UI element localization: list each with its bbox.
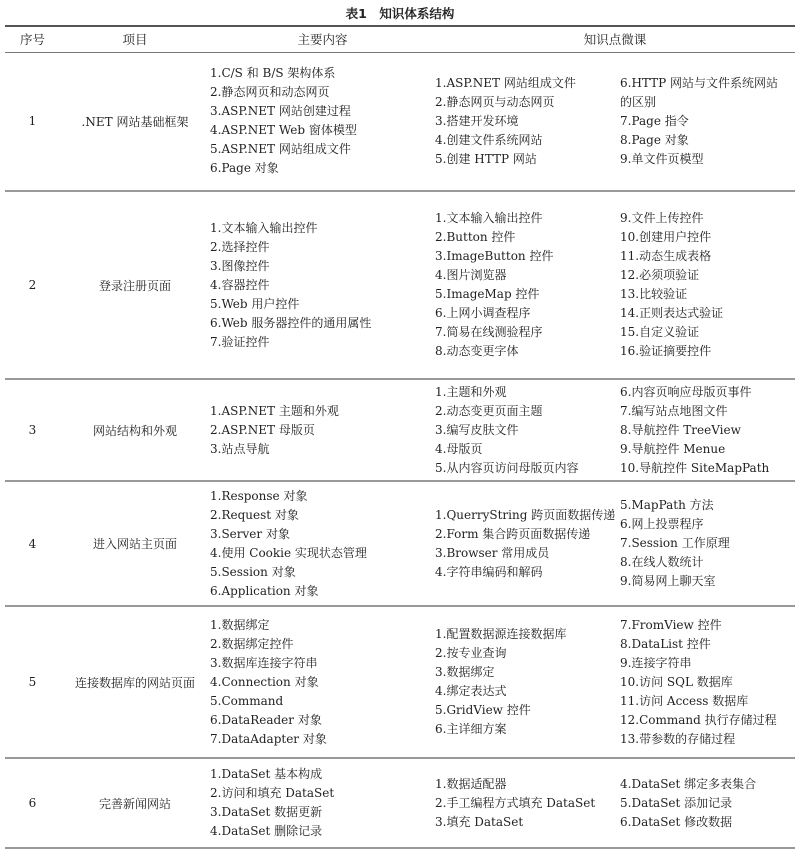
micro-lessons-list-a — [435, 52, 620, 191]
table-header-row — [5, 26, 795, 52]
list-item: 4.母版页 — [435, 441, 483, 456]
list-item: 2.选择控件 — [210, 239, 270, 254]
list-item: 8.导航控件 TreeView — [620, 422, 741, 437]
micro-lessons-list-a — [435, 758, 620, 848]
micro-lessons-list-a — [435, 606, 620, 758]
list-item: 2.Button 控件 — [435, 230, 516, 244]
main-content-list — [210, 481, 435, 606]
row-seq: 5 — [5, 606, 60, 758]
list-item: 8.Page 对象 — [620, 132, 689, 147]
list-item: 4.图片浏览器 — [435, 268, 507, 282]
list-item: 2.按专业查询 — [435, 646, 507, 660]
list-item: 4.DataSet 删除记录 — [210, 824, 323, 838]
list-item: 1.数据适配器 — [435, 776, 507, 791]
row-item: 网站结构和外观 — [60, 379, 210, 481]
list-item: 1.ASP.NET 主题和外观 — [210, 403, 339, 418]
micro-lessons-list-b — [620, 379, 795, 481]
list-item: 3.ImageButton 控件 — [435, 249, 554, 263]
list-item: 6.内容页响应母版页事件 — [620, 384, 752, 399]
table-row — [5, 606, 795, 758]
list-item: 13.带参数的存储过程 — [620, 731, 736, 746]
list-item: 6.HTTP 网站与文件系统网站 — [620, 75, 779, 90]
list-item: 4.创建文件系统网站 — [435, 132, 543, 147]
list-item: 8.在线人数统计 — [620, 555, 704, 569]
table-row — [5, 379, 795, 481]
row-seq: 2 — [5, 191, 60, 379]
list-item: 5.ASP.NET 网站组成文件 — [210, 142, 351, 157]
list-item: 10.导航控件 SiteMapPath — [620, 460, 770, 475]
table-row — [5, 52, 795, 191]
micro-lessons-list-b — [620, 52, 795, 191]
list-item: 7.Session 工作原理 — [620, 536, 730, 550]
list-item: 2.静态网页和动态网页 — [210, 85, 330, 100]
knowledge-structure-table — [5, 25, 795, 849]
list-item: 7.编写站点地图文件 — [620, 403, 728, 418]
list-item: 3.站点导航 — [210, 441, 270, 456]
list-item: 4.容器控件 — [210, 277, 270, 292]
list-item: 7.FromView 控件 — [620, 617, 722, 632]
list-item: 9.导航控件 Menue — [620, 441, 726, 456]
list-item: 4.Connection 对象 — [210, 674, 319, 689]
list-item: 10.创建用户控件 — [620, 230, 712, 244]
list-item: 2.Request 对象 — [210, 507, 299, 522]
table-row — [5, 758, 795, 848]
table-caption: 表1 知识体系结构 — [345, 6, 455, 21]
main-content-list — [210, 379, 435, 481]
list-item: 7.DataAdapter 对象 — [210, 731, 327, 746]
list-item: 6.DataReader 对象 — [210, 712, 322, 727]
list-item: 1.ASP.NET 网站组成文件 — [435, 75, 576, 90]
list-item: 8.DataList 控件 — [620, 636, 711, 651]
list-item: 1.Response 对象 — [210, 488, 308, 503]
list-item: 6.主详细方案 — [435, 722, 507, 736]
list-item: 13.比较验证 — [620, 287, 688, 301]
list-item: 14.正则表达式验证 — [620, 306, 724, 320]
row-seq: 1 — [5, 52, 60, 191]
list-item: 11.动态生成表格 — [620, 249, 712, 263]
row-item: 登录注册页面 — [60, 191, 210, 379]
list-item: 5.DataSet 添加记录 — [620, 795, 733, 810]
list-item: 5.Web 用户控件 — [210, 296, 300, 311]
list-item: 8.动态变更字体 — [435, 344, 519, 358]
list-item: 11.访问 Access 数据库 — [620, 693, 749, 708]
row-seq: 3 — [5, 379, 60, 481]
list-item: 4.绑定表达式 — [435, 684, 507, 698]
micro-lessons-list-b — [620, 481, 795, 606]
row-item: 进入网站主页面 — [60, 481, 210, 606]
list-item: 5.ImageMap 控件 — [435, 287, 540, 301]
list-item: 1.文本输入输出控件 — [210, 220, 318, 235]
main-content-list — [210, 758, 435, 848]
micro-lessons-list-a — [435, 191, 620, 379]
list-item: 15.自定义验证 — [620, 325, 700, 339]
list-item: 6.Application 对象 — [210, 583, 319, 598]
list-item: 2.静态网页与动态网页 — [435, 94, 555, 109]
list-item: 2.ASP.NET 母版页 — [210, 422, 315, 437]
list-item: 4.使用 Cookie 实现状态管理 — [210, 545, 367, 560]
list-item: 2.数据绑定控件 — [210, 636, 294, 651]
micro-lessons-list-b — [620, 758, 795, 848]
list-item: 9.连接字符串 — [620, 655, 692, 670]
header-micro-lessons: 知识点微课 — [435, 26, 795, 52]
list-item: 5.Command — [210, 693, 284, 708]
list-item: 1.数据绑定 — [210, 617, 270, 632]
list-item: 5.Session 对象 — [210, 564, 296, 579]
list-item: 3.图像控件 — [210, 258, 270, 273]
list-item: 1.DataSet 基本构成 — [210, 767, 323, 781]
list-item: 4.字符串编码和解码 — [435, 564, 543, 579]
micro-lessons-list-a — [435, 481, 620, 606]
list-item: 7.Page 指令 — [620, 113, 689, 128]
row-seq: 6 — [5, 758, 60, 848]
list-item: 1.文本输入输出控件 — [435, 211, 543, 225]
main-content-list — [210, 191, 435, 379]
list-item: 1.QuerryString 跨页面数据传递 — [435, 507, 616, 522]
list-item: 6.DataSet 修改数据 — [620, 814, 733, 829]
row-item: 连接数据库的网站页面 — [60, 606, 210, 758]
list-item: 6.网上投票程序 — [620, 517, 704, 531]
list-item: 2.手工编程方式填充 DataSet — [435, 795, 596, 810]
list-item: 7.验证控件 — [210, 334, 270, 349]
list-item: 3.填充 DataSet — [435, 814, 524, 829]
list-item: 1.主题和外观 — [435, 384, 507, 399]
row-seq: 4 — [5, 481, 60, 606]
list-item: 3.DataSet 数据更新 — [210, 805, 323, 819]
list-item: 9.文件上传控件 — [620, 211, 704, 225]
list-item: 2.动态变更页面主题 — [435, 403, 543, 418]
header-seq: 序号 — [5, 26, 60, 52]
list-item: 3.数据绑定 — [435, 665, 495, 679]
list-item: 4.DataSet 绑定多表集合 — [620, 776, 757, 791]
list-item: 9.简易网上聊天室 — [620, 574, 716, 588]
list-item: 1.C/S 和 B/S 架构体系 — [210, 66, 336, 81]
list-item: 6.上网小调查程序 — [435, 306, 531, 320]
list-item: 7.简易在线测验程序 — [435, 325, 543, 339]
list-item: 5.从内容页访问母版页内容 — [435, 460, 579, 475]
table-row — [5, 191, 795, 379]
list-item: 3.编写皮肤文件 — [435, 422, 519, 437]
list-item: 3.Browser 常用成员 — [435, 545, 550, 560]
micro-lessons-list-a — [435, 379, 620, 481]
list-item: 3.搭建开发环境 — [435, 113, 519, 128]
list-item: 5.GridView 控件 — [435, 703, 531, 717]
list-item: 5.创建 HTTP 网站 — [435, 151, 537, 166]
list-item: 6.Page 对象 — [210, 161, 279, 176]
header-item: 项目 — [60, 26, 210, 52]
list-item: 3.数据库连接字符串 — [210, 655, 318, 670]
main-content-list — [210, 606, 435, 758]
list-item: 的区别 — [620, 94, 657, 109]
list-item: 12.必须项验证 — [620, 268, 700, 282]
micro-lessons-list-b — [620, 191, 795, 379]
list-item: 2.Form 集合跨页面数据传递 — [435, 526, 591, 541]
list-item: 2.访问和填充 DataSet — [210, 786, 335, 800]
list-item: 5.MapPath 方法 — [620, 498, 714, 512]
list-item: 16.验证摘要控件 — [620, 344, 712, 358]
row-item: 完善新闻网站 — [60, 758, 210, 848]
header-main-content: 主要内容 — [210, 26, 435, 52]
list-item: 1.配置数据源连接数据库 — [435, 627, 567, 641]
list-item: 3.ASP.NET 网站创建过程 — [210, 104, 351, 119]
list-item: 6.Web 服务器控件的通用属性 — [210, 315, 372, 330]
list-item: 12.Command 执行存储过程 — [620, 712, 777, 727]
list-item: 3.Server 对象 — [210, 526, 290, 541]
micro-lessons-list-b — [620, 606, 795, 758]
list-item: 10.访问 SQL 数据库 — [620, 674, 733, 689]
table-row — [5, 481, 795, 606]
main-content-list — [210, 52, 435, 191]
row-item: .NET 网站基础框架 — [60, 52, 210, 191]
list-item: 4.ASP.NET Web 窗体模型 — [210, 123, 357, 138]
list-item: 9.单文件页模型 — [620, 151, 704, 166]
